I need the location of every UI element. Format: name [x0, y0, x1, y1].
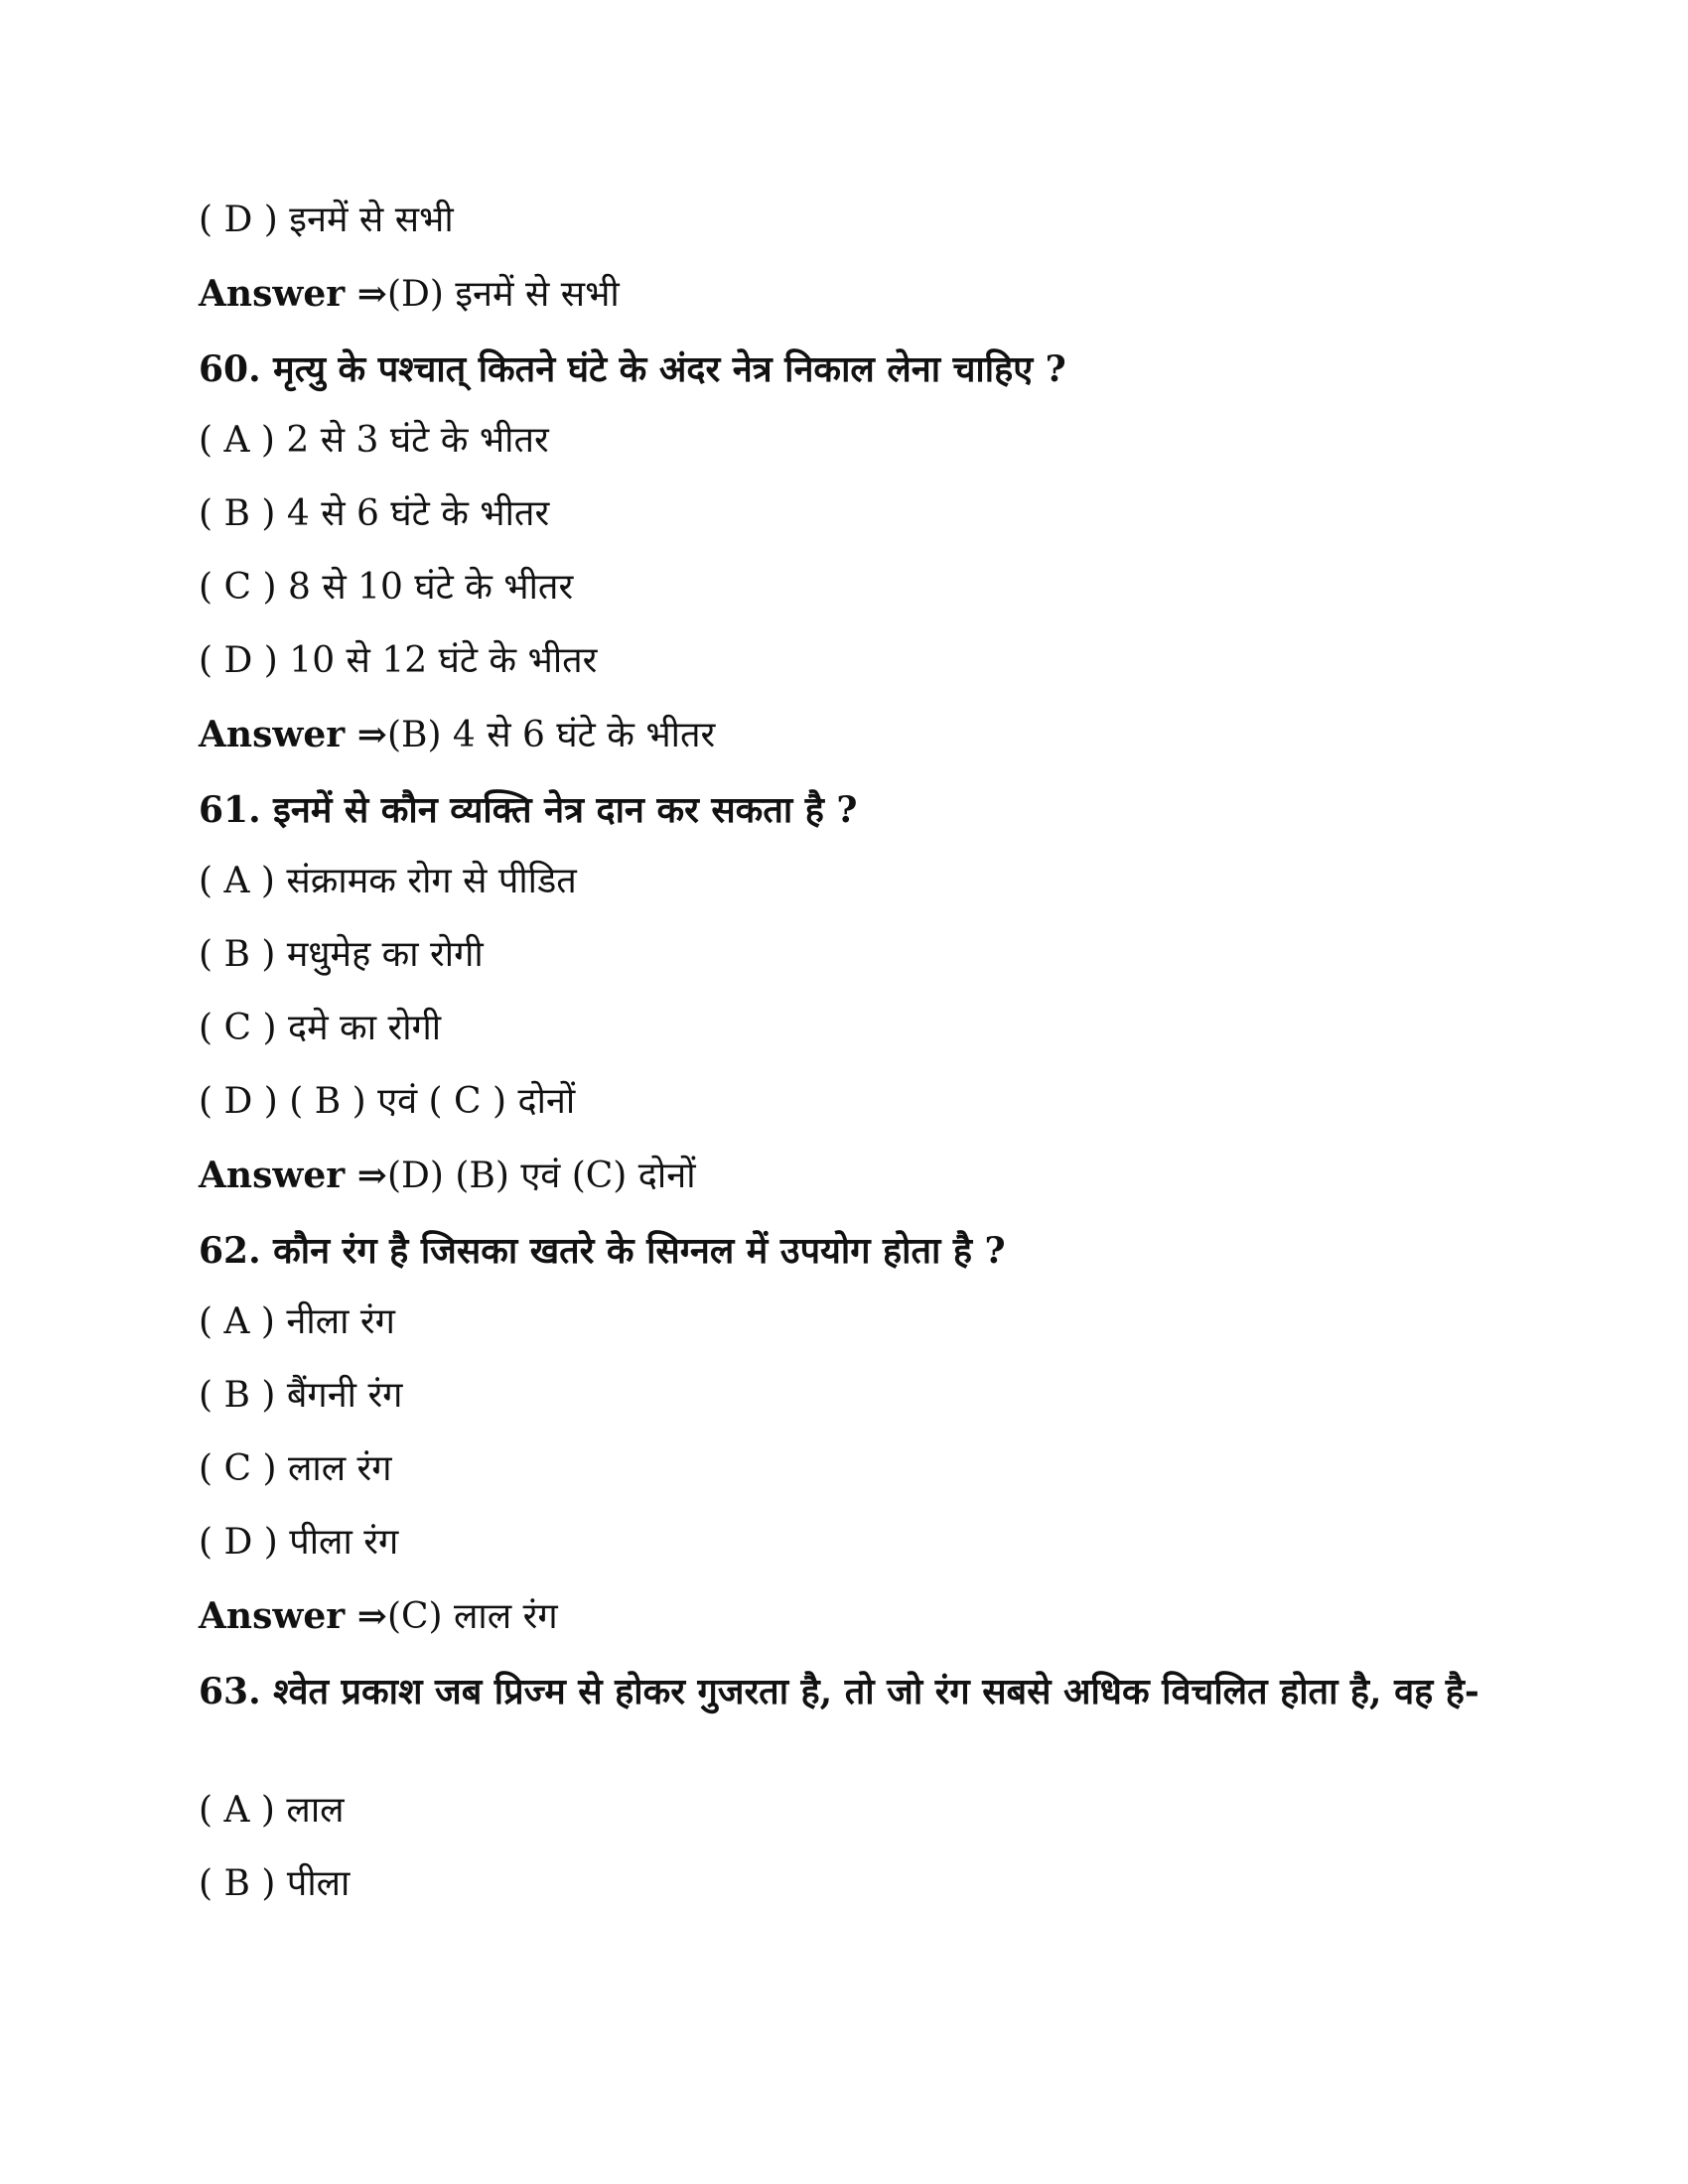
option-line: ( C ) 8 से 10 घंटे के भीतर: [199, 567, 574, 608]
option-line: ( C ) दमे का रोगी: [199, 1008, 442, 1048]
question-60: 60. मृत्यु के पश्चात् कितने घंटे के अंदर नेत्र निकाल लेना चाहिए ?: [199, 348, 1066, 390]
answer-label: Answer ⇒: [199, 714, 387, 755]
question-61: 61. इनमें से कौन व्यक्ति नेत्र दान कर सकता है ?: [199, 789, 858, 831]
option-line: ( B ) बैंगनी रंग: [199, 1375, 403, 1416]
question-63: 63. श्वेत प्रकाश जब प्रिज्म से होकर गुजरता है, तो जो रंग सबसे अधिक विचलित होता है, वह है-: [199, 1671, 1479, 1712]
option-line: ( B ) 4 से 6 घंटे के भीतर: [199, 493, 550, 534]
answer-line: [199, 711, 1489, 759]
answer-line: [199, 270, 1489, 319]
answer-text: (D) (B) एवं (C) दोनों: [386, 1156, 696, 1196]
answer-text: (B) 4 से 6 घंटे के भीतर: [386, 715, 716, 755]
option-line: ( D ) ( B ) एवं ( C ) दोनों: [199, 1081, 576, 1122]
option-line: ( D ) 10 से 12 घंटे के भीतर: [199, 640, 598, 681]
answer-label: Answer ⇒: [199, 273, 387, 315]
option-line: ( A ) संक्रामक रोग से पीडित: [199, 861, 577, 901]
option-line: ( B ) मधुमेह का रोगी: [199, 934, 484, 975]
answer-text: (C) लाल रंग: [386, 1596, 558, 1637]
option-line: ( A ) लाल: [199, 1790, 345, 1831]
answer-line: [199, 1152, 1489, 1200]
answer-label: Answer ⇒: [199, 1595, 387, 1637]
option-line: ( A ) 2 से 3 घंटे के भीतर: [199, 420, 549, 461]
question-62: 62. कौन रंग है जिसका खतरे के सिग्नल में उपयोग होता है ?: [199, 1230, 1006, 1272]
option-line: ( A ) नीला रंग: [199, 1301, 395, 1342]
answer-line: [199, 1592, 1489, 1641]
option-line: ( B ) पीला: [199, 1863, 351, 1904]
option-line: ( D ) पीला रंग: [199, 1522, 399, 1563]
option-line: ( D ) इनमें से सभी: [199, 200, 454, 240]
option-line: ( C ) लाल रंग: [199, 1448, 392, 1489]
answer-text: (D) इनमें से सभी: [386, 274, 620, 315]
answer-label: Answer ⇒: [199, 1155, 387, 1196]
